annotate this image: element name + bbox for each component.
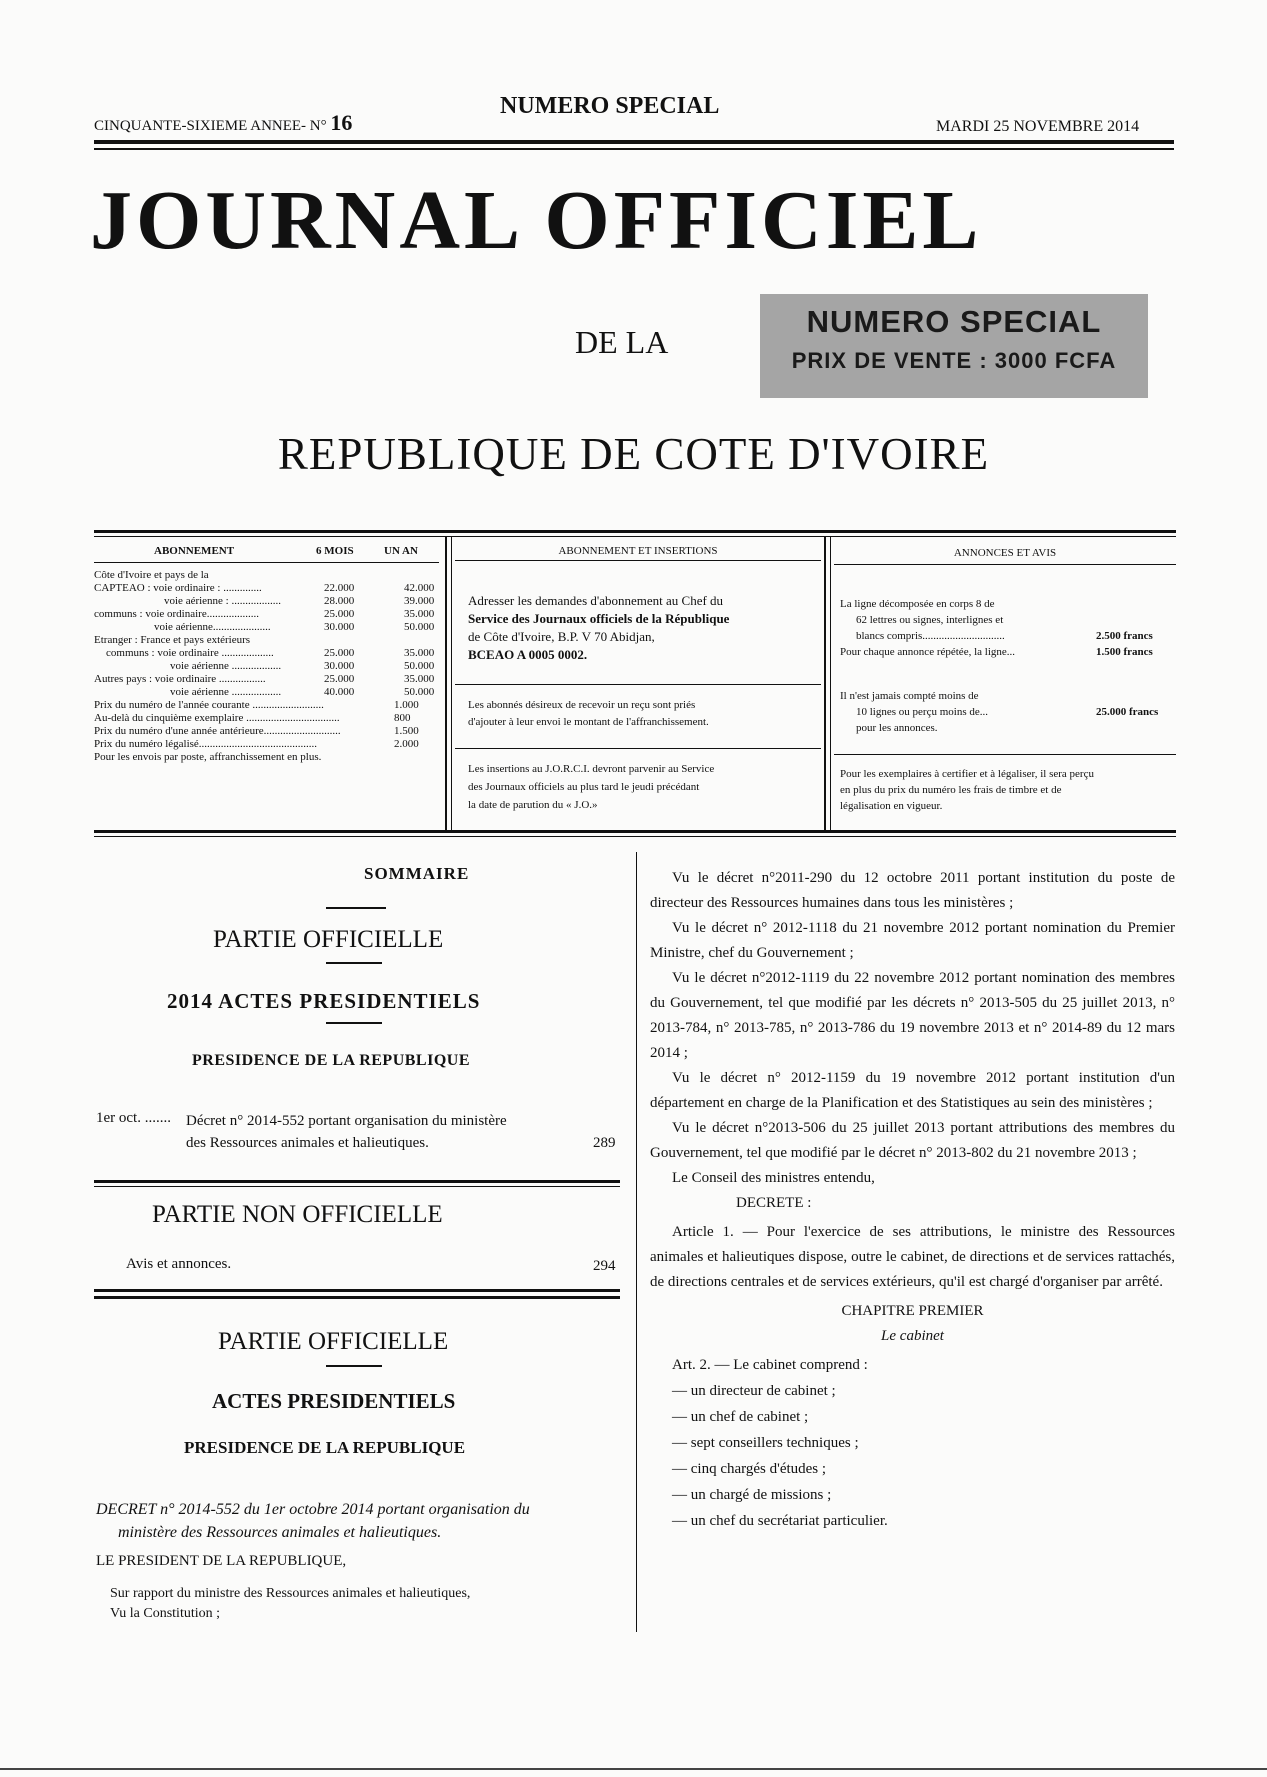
- subscription-row: [94, 660, 439, 673]
- annonces-l1: La ligne décomposée en corps 8 de: [840, 598, 995, 610]
- avis-page: 294: [593, 1258, 616, 1274]
- right-p4: Vu le décret n° 2012-1159 du 19 novembre 2012 portant institution d'un département en charge de la Planification et des Statistiques au sein des ministères ;: [650, 1070, 1175, 1111]
- subscription-extra-value: 800: [394, 712, 411, 724]
- annonces-l5: Il n'est jamais compté moins de: [840, 690, 979, 702]
- constitution-line: Vu la Constitution ;: [110, 1606, 220, 1621]
- subscription-row: [94, 569, 439, 582]
- annonces-l4: Pour chaque annonce répétée, la ligne...: [840, 646, 1016, 658]
- avis-entry: Avis et annonces.: [126, 1256, 232, 1272]
- subscription-extra: [94, 699, 439, 751]
- decret-title: [96, 1498, 626, 1544]
- issue-number: 16: [330, 110, 353, 135]
- subscription-row: [94, 686, 439, 699]
- sommaire-entry-text-2: des Ressources animales et halieutiques.: [186, 1135, 429, 1151]
- insertions-p3: [468, 760, 814, 814]
- subscription-row-6-mois: 25.000: [324, 608, 355, 620]
- left-rule-2b: [94, 1296, 620, 1299]
- partie-non-officielle-heading: PARTIE NON OFFICIELLE: [152, 1201, 443, 1228]
- subscription-row-un-an: 35.000: [404, 647, 435, 659]
- subscription-row-un-an: 39.000: [404, 595, 435, 607]
- subscription-row-un-an: 50.000: [404, 660, 435, 672]
- subscription-row-6-mois: 40.000: [324, 686, 355, 698]
- subscription-row-6-mois: 25.000: [324, 673, 355, 685]
- subscription-row-un-an: 50.000: [404, 621, 435, 633]
- subscription-row-label: Autres pays : voie ordinaire .................: [94, 673, 266, 685]
- subscription-row-label: voie aérienne ..................: [170, 660, 282, 672]
- right-p5: Vu le décret n°2013-506 du 25 juillet 2013 portant attributions des membres du Gouvernement, tel que modifié par le décret n° 2013-802 du 21 novembre 2013 ;: [650, 1120, 1175, 1161]
- right-art-2: Art. 2. — Le cabinet comprend :: [672, 1357, 868, 1373]
- cabinet-item: — un chef de cabinet ;: [672, 1409, 809, 1425]
- de-la: DE LA: [575, 324, 669, 360]
- header-6-mois: 6 MOIS: [316, 545, 354, 557]
- insertions-rule-1: [455, 684, 821, 685]
- subscription-row-6-mois: 22.000: [324, 582, 355, 594]
- cabinet-item: — cinq chargés d'études ;: [672, 1461, 827, 1477]
- rapport-block: [110, 1584, 470, 1624]
- sommaire-entry-text-1: Décret n° 2014-552 portant organisation du ministère: [186, 1113, 507, 1129]
- annonces-l9: en plus du prix du numéro les frais de timbre et de: [840, 784, 1062, 796]
- subscription-footer: Pour les envois par poste, affranchissement en plus.: [94, 751, 322, 763]
- cabinet-item: — un chef du secrétariat particulier.: [672, 1513, 888, 1529]
- subscription-row-un-an: 35.000: [404, 673, 435, 685]
- right-conseil: Le Conseil des ministres entendu,: [672, 1170, 875, 1186]
- subscription-row-un-an: 35.000: [404, 608, 435, 620]
- page-bottom-edge: [0, 1768, 1267, 1770]
- insertions-p3-a: Les insertions au J.O.R.C.I. devront parvenir au Service: [468, 763, 715, 775]
- annonces-l7: pour les annonces.: [856, 722, 938, 734]
- subscription-row-6-mois: 30.000: [324, 660, 355, 672]
- special-top: NUMERO SPECIAL: [500, 93, 720, 119]
- annonces-a1: 2.500 francs: [1096, 630, 1153, 642]
- annonces-a2: 1.500 francs: [1096, 646, 1153, 658]
- sommaire-dash: [326, 907, 386, 909]
- subscription-row-label: Etranger : France et pays extérieurs: [94, 634, 251, 646]
- subscription-row: [94, 621, 439, 634]
- subscription-row-un-an: 50.000: [404, 686, 435, 698]
- subscription-extra-row: [94, 725, 439, 738]
- subscription-row-label: CAPTEAO : voie ordinaire : ..............: [94, 582, 262, 594]
- issue-date: MARDI 25 NOVEMBRE 2014: [936, 118, 1140, 135]
- special-price-box: [760, 294, 1148, 398]
- insertions-p2: [468, 697, 814, 731]
- subscription-header-rule: [94, 562, 439, 563]
- sommaire-entry-page: 289: [593, 1135, 616, 1151]
- annonces-block-2: [840, 688, 1172, 736]
- subscription-row-6-mois: 30.000: [324, 621, 355, 633]
- box-divider-2: [824, 537, 826, 830]
- box-rule-top: [94, 530, 1176, 533]
- insertions-rule-2: [455, 748, 821, 749]
- insertions-p1-c: de Côte d'Ivoire, B.P. V 70 Abidjan,: [468, 629, 655, 644]
- insertions-p1-b: Service des Journaux officiels de la République: [468, 611, 730, 626]
- subscription-row-un-an: 42.000: [404, 582, 435, 594]
- insertions-p1: [468, 592, 814, 664]
- partie-officielle-dash: [326, 962, 382, 964]
- insertions-p1-a: Adresser les demandes d'abonnement au Chef du: [468, 593, 724, 608]
- subscription-row: [94, 647, 439, 660]
- annonces-l3: blancs compris..............................: [856, 630, 1005, 642]
- right-p2: Vu le décret n° 2012-1118 du 21 novembre 2012 portant nomination du Premier Ministre, chef du Gouvernement ;: [650, 920, 1175, 961]
- right-decrete: DECRETE :: [736, 1195, 812, 1211]
- subscription-extra-value: 1.000: [394, 699, 419, 711]
- actes-2014-heading: 2014 ACTES PRESIDENTIELS: [167, 989, 481, 1013]
- issue-info: [94, 110, 352, 136]
- subscription-row-6-mois: 28.000: [324, 595, 355, 607]
- annonces-row-1: [840, 628, 1172, 644]
- subscription-extra-row: [94, 712, 439, 725]
- right-cabinet: Le cabinet: [881, 1328, 944, 1344]
- box-divider-2b: [830, 537, 831, 830]
- subscription-row-6-mois: 25.000: [324, 647, 355, 659]
- header-un-an: UN AN: [384, 545, 418, 557]
- subscription-row: [94, 634, 439, 647]
- annonces-l2: 62 lettres ou signes, interlignes et: [856, 614, 1004, 626]
- partie-officielle-heading: PARTIE OFFICIELLE: [213, 926, 444, 953]
- subscription-extra-label: Au-delà du cinquième exemplaire ..................................: [94, 712, 340, 724]
- insertions-header: ABONNEMENT ET INSERTIONS: [558, 545, 718, 557]
- annonces-block-1: [840, 596, 1172, 660]
- subscription-row-label: communs : voie ordinaire...................: [94, 608, 259, 620]
- republic-title: REPUBLIQUE DE COTE D'IVOIRE: [277, 429, 990, 479]
- annonces-header-rule: [834, 564, 1176, 565]
- decret-title-line-2: ministère des Ressources animales et halieutiques.: [118, 1524, 442, 1541]
- insertions-p1-d: BCEAO A 0005 0002.: [468, 647, 588, 662]
- subscription-extra-value: 1.500: [394, 725, 419, 737]
- right-chapitre: CHAPITRE PREMIER: [841, 1303, 984, 1319]
- right-article-1: Article 1. — Pour l'exercice de ses attributions, le ministre des Ressources animales et halieutiques dispose, outre le cabinet, de directions et de services rattachés, de directions centrales et de services extérieurs, qu'il est chargé d'organiser par arrêté.: [650, 1224, 1175, 1290]
- actes-2014-dash: [326, 1022, 382, 1024]
- rapport-line: Sur rapport du ministre des Ressources animales et halieutiques,: [110, 1586, 471, 1601]
- header-rule-bottom: [94, 148, 1174, 150]
- president-line: LE PRESIDENT DE LA REPUBLIQUE,: [96, 1553, 347, 1569]
- left-rule-2: [94, 1289, 620, 1292]
- subscription-rows: [94, 569, 439, 699]
- cabinet-item: — un directeur de cabinet ;: [672, 1383, 836, 1399]
- annonces-header: ANNONCES ET AVIS: [953, 547, 1057, 559]
- insertions-p3-b: des Journaux officiels au plus tard le jeudi précédant: [468, 781, 700, 793]
- annonces-row-2: [840, 644, 1172, 660]
- sommaire-entry: [186, 1110, 596, 1154]
- subscription-extra-value: 2.000: [394, 738, 419, 750]
- left-rule-1b: [94, 1186, 620, 1187]
- header-abonnement: ABONNEMENT: [154, 545, 235, 557]
- subscription-row: [94, 582, 439, 595]
- box-divider-1b: [451, 537, 452, 830]
- journal-title: JOURNAL OFFICIEL: [90, 174, 983, 267]
- decret-title-line-1: DECRET n° 2014-552 du 1er octobre 2014 portant organisation du: [96, 1501, 530, 1518]
- partie-officielle-2-dash: [326, 1365, 382, 1367]
- box-special: NUMERO SPECIAL: [806, 304, 1102, 339]
- insertions-header-rule: [455, 560, 821, 561]
- box-rule-bottom: [94, 830, 1176, 833]
- year-issue: CINQUANTE-SIXIEME ANNEE- N°: [94, 118, 327, 134]
- annonces-l8: Pour les exemplaires à certifier et à légaliser, il sera perçu: [840, 768, 1094, 780]
- box-divider-1: [445, 537, 447, 830]
- actes-heading: ACTES PRESIDENTIELS: [212, 1389, 456, 1413]
- header-rule-top: [94, 140, 1174, 144]
- right-column: [650, 866, 1175, 1534]
- subscription-extra-label: Prix du numéro de l'année courante ..........................: [94, 699, 324, 711]
- partie-officielle-heading-2: PARTIE OFFICIELLE: [218, 1328, 449, 1355]
- insertions-p3-c: la date de parution du « J.O.»: [468, 799, 598, 811]
- box-rule-bottom-2: [94, 836, 1176, 837]
- annonces-row-3: [840, 704, 1172, 720]
- subscription-table: [94, 545, 439, 764]
- insertions-p2-a: Les abonnés désireux de recevoir un reçu sont priés: [468, 699, 696, 711]
- subscription-extra-label: Prix du numéro légalisé...........................................: [94, 738, 318, 750]
- column-divider: [636, 852, 637, 1632]
- subscription-row-label: voie aérienne : ..................: [164, 595, 281, 607]
- subscription-row-label: communs : voie ordinaire ...................: [106, 647, 274, 659]
- subscription-header: [94, 545, 439, 561]
- presidence-heading: PRESIDENCE DE LA REPUBLIQUE: [192, 1052, 470, 1069]
- right-items: [650, 1378, 1175, 1534]
- box-rule-top-2: [94, 536, 1176, 537]
- subscription-row: [94, 608, 439, 621]
- subscription-row-label: Côte d'Ivoire et pays de la: [94, 569, 209, 581]
- cabinet-item: — sept conseillers techniques ;: [672, 1435, 859, 1451]
- subscription-row-label: voie aérienne ..................: [170, 686, 282, 698]
- right-p3: Vu le décret n°2012-1119 du 22 novembre 2012 portant nomination des membres du Gouvernement, tel que modifié par les décrets n° 2013-505 du 25 juillet 2013, n° 2013-784, n° 2013-785, n° 2013-786 du 19 novembre 2013 et n° 2014-89 du 12 mars 2014 ;: [650, 970, 1175, 1061]
- left-rule-1: [94, 1180, 620, 1183]
- presidence-heading-2: PRESIDENCE DE LA REPUBLIQUE: [184, 1438, 466, 1457]
- sommaire-title: SOMMAIRE: [364, 864, 470, 883]
- annonces-block-3: [840, 766, 1172, 814]
- annonces-l10: légalisation en vigueur.: [840, 800, 943, 812]
- annonces-rule: [834, 754, 1176, 755]
- subscription-extra-row: [94, 738, 439, 751]
- box-price: PRIX DE VENTE : 3000 FCFA: [791, 348, 1117, 373]
- sommaire-entry-date: 1er oct. .......: [96, 1110, 171, 1126]
- cabinet-item: — un chargé de missions ;: [672, 1487, 832, 1503]
- annonces-l6: 10 lignes ou perçu moins de...: [856, 706, 988, 718]
- subscription-extra-label: Prix du numéro d'une année antérieure............................: [94, 725, 341, 737]
- annonces-a3: 25.000 francs: [1096, 706, 1159, 718]
- insertions-p2-b: d'ajouter à leur envoi le montant de l'affranchissement.: [468, 716, 709, 728]
- subscription-row: [94, 673, 439, 686]
- subscription-extra-row: [94, 699, 439, 712]
- subscription-row: [94, 595, 439, 608]
- right-p1: Vu le décret n°2011-290 du 12 octobre 2011 portant institution du poste de directeur des Ressources humaines dans tous les ministères ;: [650, 870, 1175, 911]
- subscription-row-label: voie aérienne.....................: [154, 621, 271, 633]
